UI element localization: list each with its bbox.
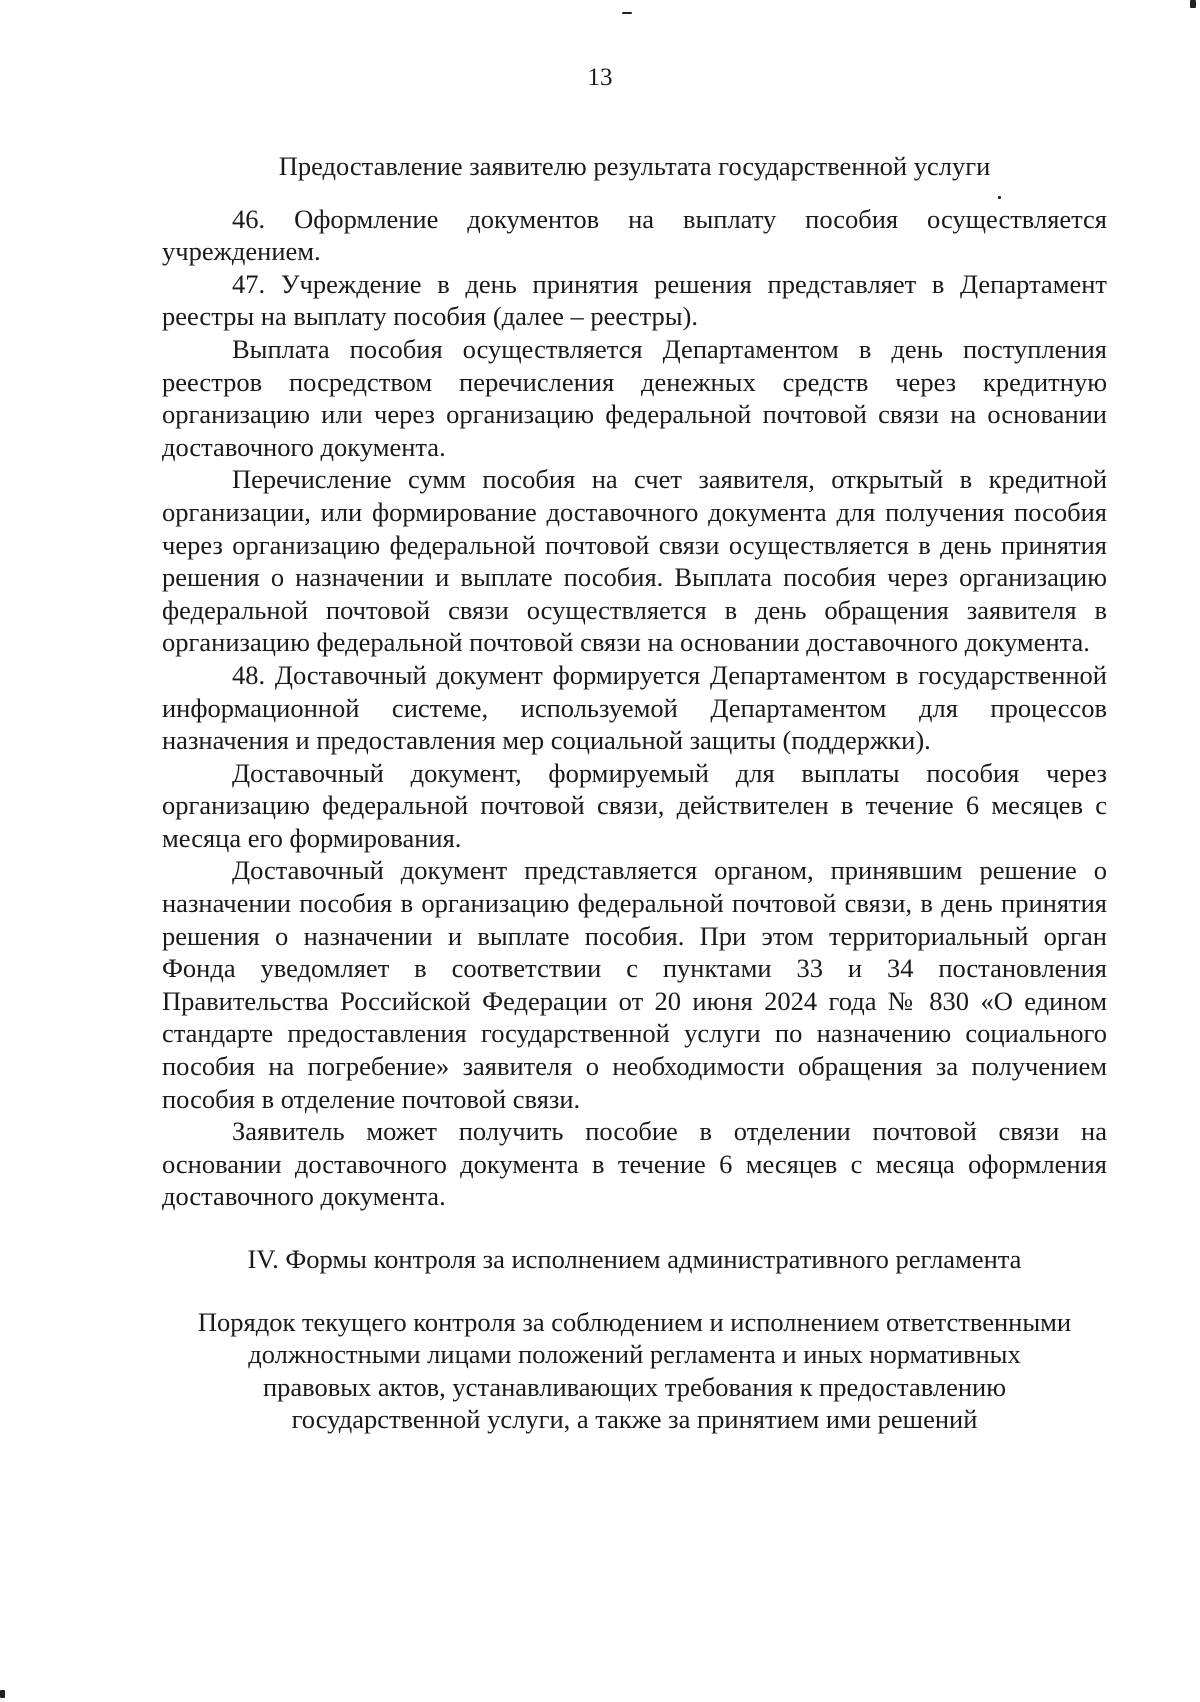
paragraph-transfer: Перечисление сумм пособия на счет заявителя, открытый в кредитной организации, или формирование доставочного документа для получения пособия через организацию федеральной почтовой связи осуществляется в день принятия решения о назначении и выплате пособия. Выплата пособия через организацию федеральной почтовой связи осуществляется в день обращения заявителя в организацию федеральной почтовой связи на основании доставочного документа. bbox=[162, 464, 1107, 658]
scan-speck bbox=[0, 1690, 5, 1698]
subheading-line: правовых актов, устанавливающих требования к предоставлению bbox=[262, 1371, 1007, 1402]
paragraph-47: 47. Учреждение в день принятия решения представляет в Департамент реестры на выплату пособия (далее – реестры). bbox=[162, 268, 1107, 332]
page-number: 13 bbox=[587, 64, 613, 91]
scan-speck bbox=[1190, 0, 1196, 8]
document-body bbox=[162, 150, 1107, 1436]
section-title: IV. Формы контроля за исполнением административного регламента bbox=[247, 1244, 1022, 1274]
subheading-line: государственной услуги, а также за принятием ими решений bbox=[291, 1404, 978, 1435]
paragraph-46: 46. Оформление документов на выплату пособия осуществляется учреждением. bbox=[162, 203, 1107, 267]
subheading-line: должностными лицами положений регламента и иных нормативных bbox=[248, 1339, 1021, 1370]
paragraph-payment: Выплата пособия осуществляется Департаментом в день поступления реестров посредством перечисления денежных средств через кредитную организацию или через организацию федеральной почтовой связи на основании доставочного документа. bbox=[162, 333, 1107, 462]
paragraph-delivery-validity: Доставочный документ, формируемый для выплаты пособия через организацию федеральной почтовой связи, действителен в течение 6 месяцев с месяца его формирования. bbox=[162, 757, 1107, 853]
scan-speck bbox=[998, 196, 1001, 199]
paragraph-delivery-submission: Доставочный документ представляется органом, принявшим решение о назначении пособия в организацию федеральной почтовой связи, в день принятия решения о назначении и выплате пособия. При этом территориальный орган Фонда уведомляет в соответствии с пунктами 33 и 34 постановления Правительства Российской Федерации от 20 июня 2024 года № 830 «О едином стандарте предоставления государственной услуги по назначению социального пособия на погребение» заявителя о необходимости обращения за получением пособия в отделение почтовой связи. bbox=[162, 855, 1107, 1114]
paragraph-applicant-receipt: Заявитель может получить пособие в отделении почтовой связи на основании доставочного документа в течение 6 месяцев с месяца оформления доставочного документа. bbox=[162, 1116, 1107, 1212]
subheading-control bbox=[162, 1306, 1107, 1436]
heading-result: Предоставление заявителю результата государственной услуги bbox=[278, 151, 991, 181]
paragraph-48: 48. Доставочный документ формируется Департаментом в государственной информационной системе, используемой Департаментом для процессов назначения и предоставления мер социальной защиты (поддержки). bbox=[162, 659, 1107, 756]
scan-speck bbox=[622, 12, 632, 14]
subheading-line: Порядок текущего контроля за соблюдением и исполнением ответственными bbox=[197, 1306, 1072, 1337]
